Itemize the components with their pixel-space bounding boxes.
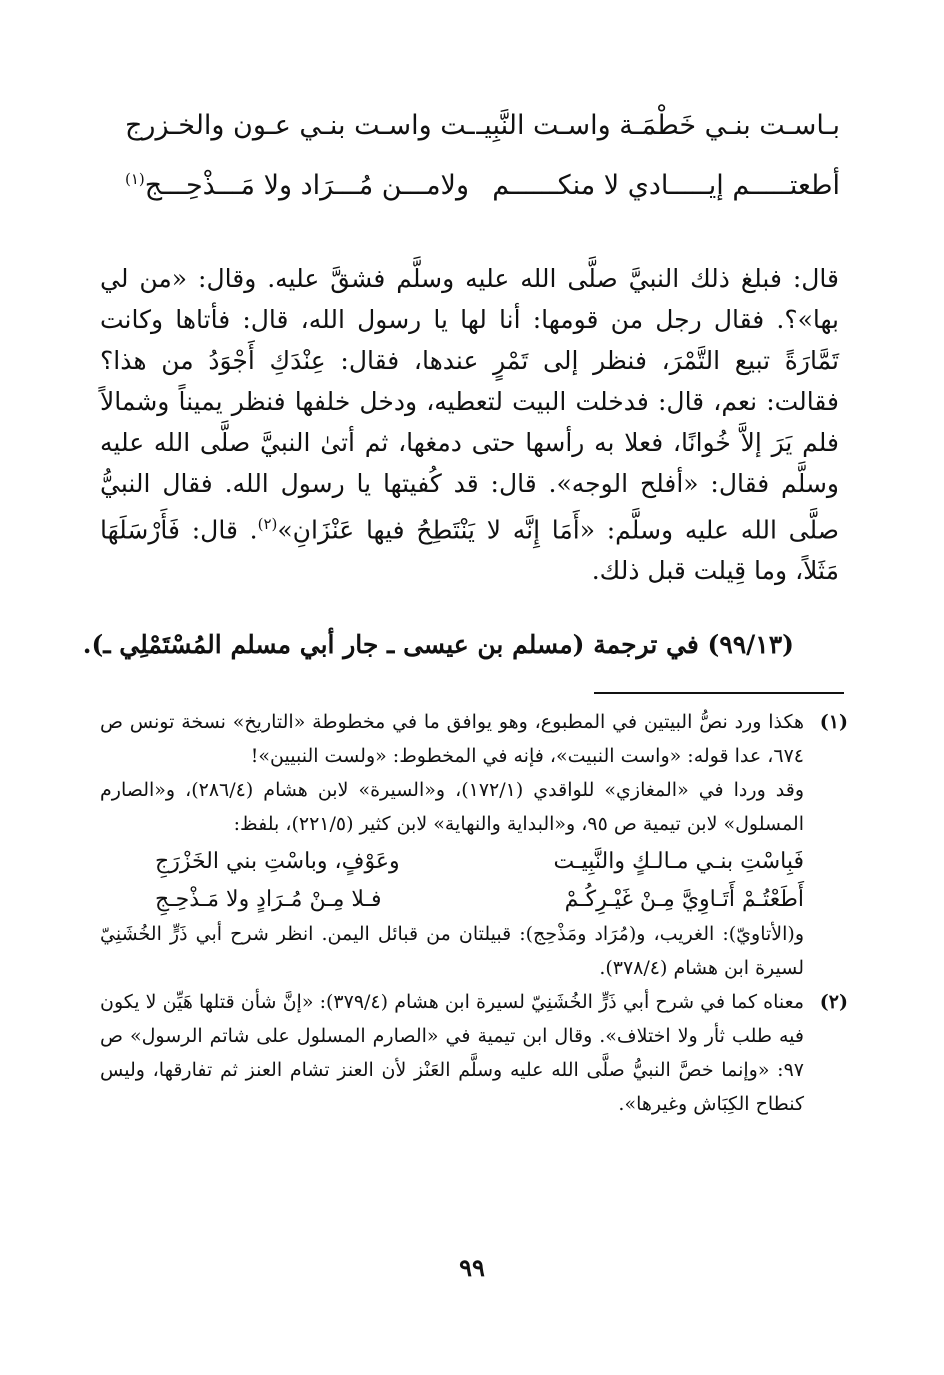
main-paragraph bbox=[100, 258, 839, 591]
poem-hemistich-1a: بـاسـت بنـي خَطْمَـة واسـت النَّبِيـ bbox=[476, 110, 840, 141]
footnote-2-number: (٢) bbox=[819, 991, 848, 1013]
footnote-1-para-3: و(الأتاويّ): الغريب، و(مُرَاد ومَذْحِج): قبيلتان من قبائل اليمن. انظر شرح أبي ذَرٍّ الخُشَنِيّ لسيرة ابن هشام (٣٧٨/٤). bbox=[100, 923, 804, 979]
footnote-verse-1b: وعَوْفٍ، وباسْتِ بني الخَزْرَجِ bbox=[155, 849, 400, 874]
poem-line-2 bbox=[95, 170, 840, 220]
footnote-verse-2a: أَطَعْتُـمْ أَتَـاوِيَّ مِـنْ غَيْـرِكُـمْ bbox=[564, 887, 804, 912]
poem-hemistich-2b-text: ولامـــن مُـــرَاد ولا مَـــذْحِـــج bbox=[144, 170, 469, 201]
footnote-2-para-1: معناه كما في شرح أبي ذَرٍّ الخُشَنِيّ لسيرة ابن هشام (٣٧٩/٤): «إنَّ شأن قتلها هَيِّن لا يكون فيه طلب ثأر ولا اختلاف». وقال ابن تيمية في «الصارم المسلول على شاتم الرسول» ص ٩٧: «وإنما خصَّ النبيُّ صلَّى الله عليه وسلَّم العَنْز لأن العنز تشام العنز ثم تفارقها، وليس كنطاح الكِبَاش وغيرها». bbox=[100, 991, 804, 1115]
footnote-ref-2[interactable]: (٢) bbox=[257, 515, 278, 533]
poem-hemistich-2b bbox=[125, 170, 469, 201]
footnote-verse-1 bbox=[100, 845, 804, 879]
footnote-verse-2b: فـلا مِـنْ مُـرَادٍ ولا مَـذْحِـجِ bbox=[155, 887, 382, 912]
footnote-2 bbox=[100, 985, 848, 1121]
footnote-1-number: (١) bbox=[819, 711, 848, 733]
poem-hemistich-1b: ـت واسـت بنـي عـون والخـزرج bbox=[125, 110, 475, 141]
footnote-1 bbox=[100, 705, 848, 985]
footnote-separator bbox=[594, 692, 844, 694]
poem-line-1 bbox=[95, 110, 840, 160]
section-heading: (٩٩/١٣) في ترجمة (مسلم بن عيسى ـ جار أبي مسلم المُسْتَمْلِي ـ). bbox=[82, 630, 794, 659]
footnote-verse-1a: فَبِاسْتِ بنـي مـالـكٍ والنَّبِيـت bbox=[553, 849, 804, 874]
footnote-ref-1[interactable]: (١) bbox=[125, 170, 145, 188]
footnote-verse-2 bbox=[100, 883, 804, 917]
paragraph-text: قال: فبلغ ذلك النبيَّ صلَّى الله عليه وسلَّم فشقَّ عليه. وقال: «من لي بها»؟. فقال رجل من قومها: أنا لها يا رسول الله، قال: فأتاها وكانت تَمَّارَةً تبيع التَّمْرَ، فنظر إلى تَمْرٍ عندها، فقال: عِنْدَكِ أَجْوَدُ من هذا؟ فقالت: نعم، قال: فدخلت البيت لتعطيه، ودخل خلفها فنظر يميناً وشمالاً فلم يَرَ إلاَّ خُوانًا، فعلا به رأسها حتى دمغها، ثم أتىٰ النبيَّ صلَّى الله عليه وسلَّم فقال: «أفلح الوجه». قال: قد كُفيتها يا رسول الله. فقال النبيُّ صلَّى الله عليه وسلَّم: «أَمَا إِنَّه لا يَنْتَطِحُ فيها عَنْزَانِ» bbox=[100, 264, 840, 545]
poem-hemistich-2a: أطعتـــــم إيـــــادي لا منكــــــم bbox=[492, 170, 840, 201]
footnotes bbox=[100, 705, 848, 1121]
page-number: ٩٩ bbox=[459, 1253, 485, 1282]
footnote-1-para-2: وقد وردا في «المغازي» للواقدي (١٧٢/١)، و«السيرة» لابن هشام (٢٨٦/٤)، و«الصارم المسلول» لابن تيمية ص ٩٥، و«البداية والنهاية» لابن كثير (٢٢١/٥)، بلفظ: bbox=[100, 779, 804, 835]
footnote-1-para-1: هكذا ورد نصُّ البيتين في المطبوع، وهو يوافق ما في مخطوطة «التاريخ» نسخة تونس ص ٦٧٤، عدا قوله: «واست النبيت»، فإنه في المخطوط: «ولست النبيين»! bbox=[100, 711, 804, 767]
paragraph-end: . قال: فَأَرْسَلَهَا مَثَلاً، وما قِيلت قبل ذلك. bbox=[100, 515, 839, 586]
footnote-1-body bbox=[100, 705, 804, 985]
footnote-2-body bbox=[100, 985, 804, 1121]
